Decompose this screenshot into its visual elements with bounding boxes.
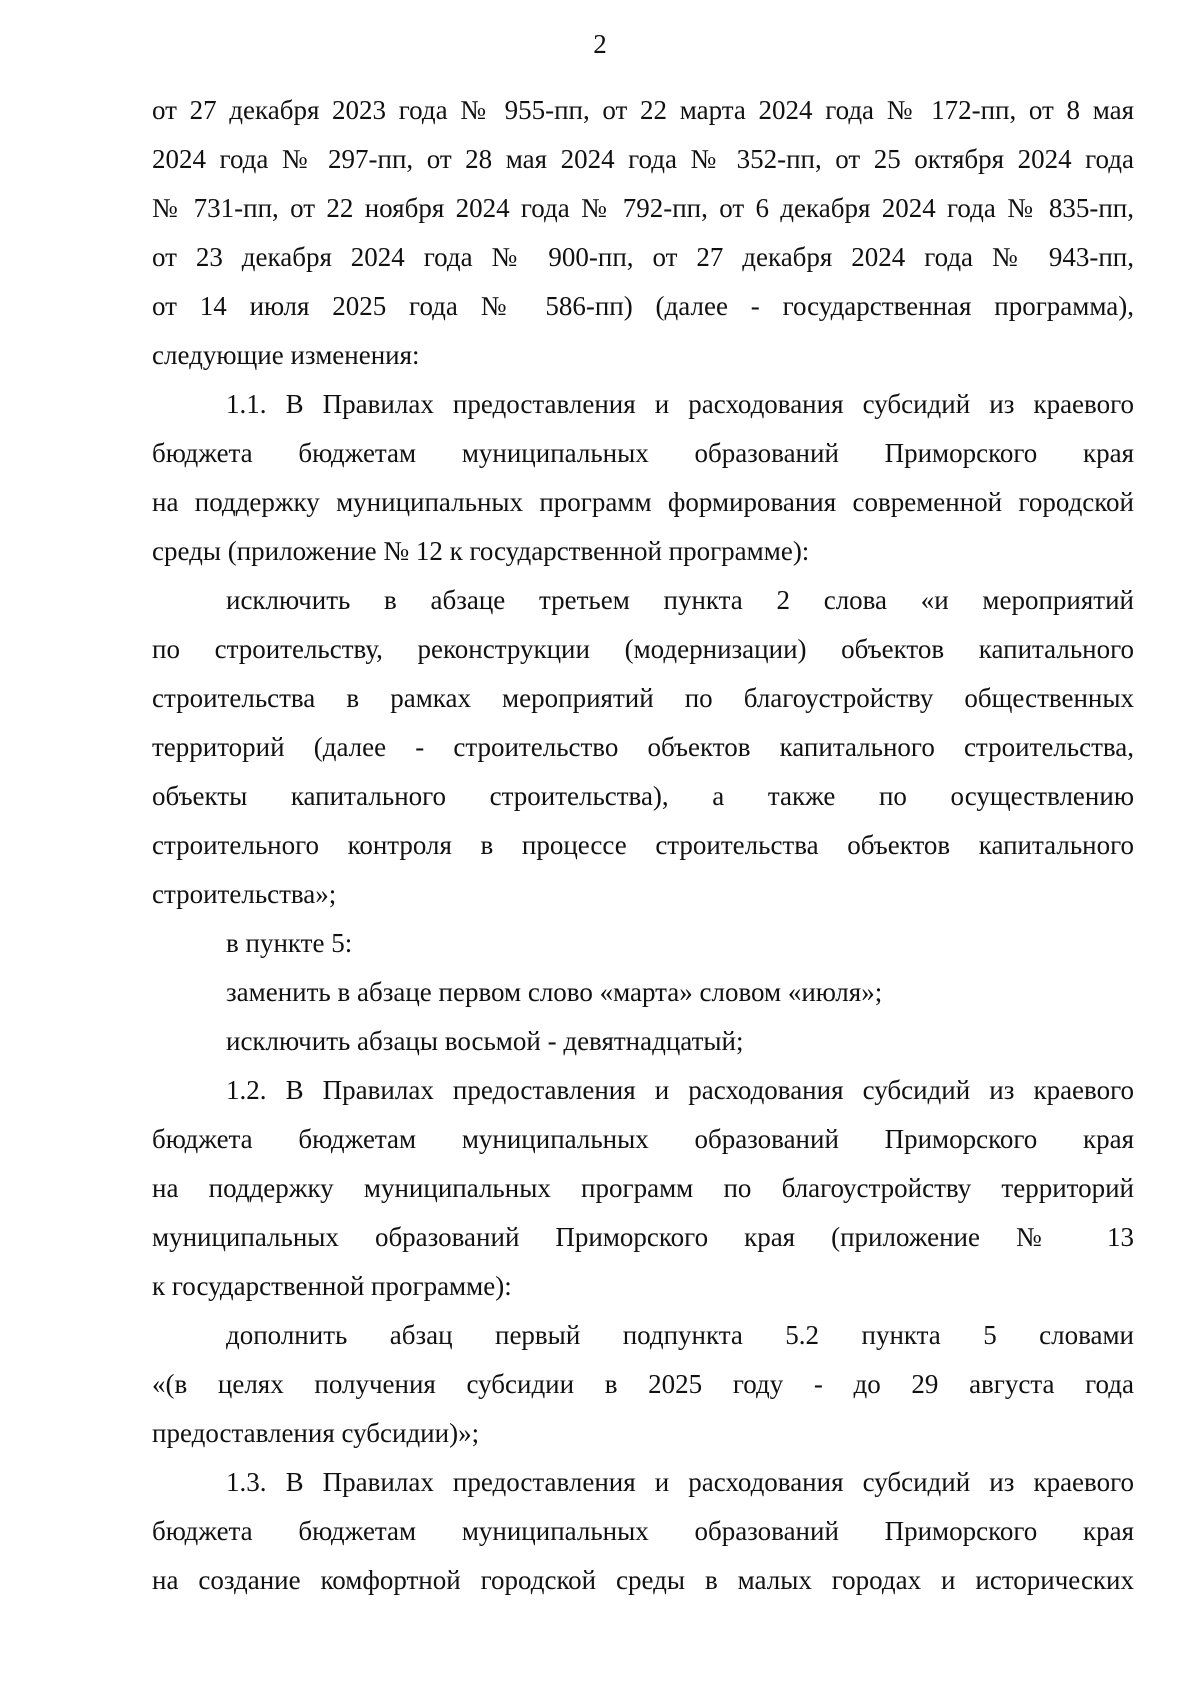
text-line: среды (приложение № 12 к государственной программе):: [152, 536, 810, 566]
text-line: исключить в абзаце третьем пункта 2 слова «и мероприятий: [226, 585, 1134, 615]
text-line: № 731-пп, от 22 ноября 2024 года № 792-пп, от 6 декабря 2024 года № 835-пп,: [152, 193, 1134, 223]
text-line: бюджета бюджетам муниципальных образований Приморского края: [152, 438, 1134, 468]
text-line: следующие изменения:: [152, 340, 420, 370]
text-line: строительного контроля в процессе строительства объектов капитального: [152, 830, 1134, 860]
text-line: на поддержку муниципальных программ формирования современной городской: [152, 487, 1134, 517]
text-line: к государственной программе):: [152, 1271, 512, 1301]
text-line: 1.1. В Правилах предоставления и расходования субсидий из краевого: [226, 389, 1134, 419]
text-line: строительства в рамках мероприятий по благоустройству общественных: [152, 683, 1134, 713]
text-line: 2024 года № 297-пп, от 28 мая 2024 года № 352-пп, от 25 октября 2024 года: [152, 144, 1134, 174]
text-line: территорий (далее - строительство объектов капитального строительства,: [152, 732, 1134, 762]
text-line: строительства»;: [152, 879, 337, 909]
text-line: бюджета бюджетам муниципальных образований Приморского края: [152, 1124, 1134, 1154]
page-number: 2: [593, 29, 607, 59]
text-line: муниципальных образований Приморского края (приложение № 13: [152, 1222, 1134, 1252]
text-line: 1.2. В Правилах предоставления и расходования субсидий из краевого: [226, 1075, 1134, 1105]
text-line: «(в целях получения субсидии в 2025 году - до 29 августа года: [152, 1369, 1134, 1399]
text-line: заменить в абзаце первом слово «марта» словом «июля»;: [226, 977, 883, 1007]
text-line: от 14 июля 2025 года № 586-пп) (далее - государственная программа),: [152, 291, 1134, 321]
text-line: от 27 декабря 2023 года № 955-пп, от 22 марта 2024 года № 172-пп, от 8 мая: [152, 95, 1134, 125]
text-line: по строительству, реконструкции (модернизации) объектов капитального: [152, 634, 1134, 664]
text-line: на создание комфортной городской среды в малых городах и исторических: [152, 1565, 1134, 1595]
document-body: [152, 86, 1134, 1605]
text-line: на поддержку муниципальных программ по благоустройству территорий: [152, 1173, 1134, 1203]
text-line: дополнить абзац первый подпункта 5.2 пункта 5 словами: [226, 1320, 1134, 1350]
text-line: в пункте 5:: [226, 928, 353, 958]
text-line: от 23 декабря 2024 года № 900-пп, от 27 декабря 2024 года № 943-пп,: [152, 242, 1134, 272]
text-line: объекты капитального строительства), а также по осуществлению: [152, 781, 1134, 811]
text-line: предоставления субсидии)»;: [152, 1418, 480, 1448]
text-line: исключить абзацы восьмой - девятнадцатый;: [226, 1026, 744, 1056]
text-line: 1.3. В Правилах предоставления и расходования субсидий из краевого: [226, 1467, 1134, 1497]
text-line: бюджета бюджетам муниципальных образований Приморского края: [152, 1516, 1134, 1546]
